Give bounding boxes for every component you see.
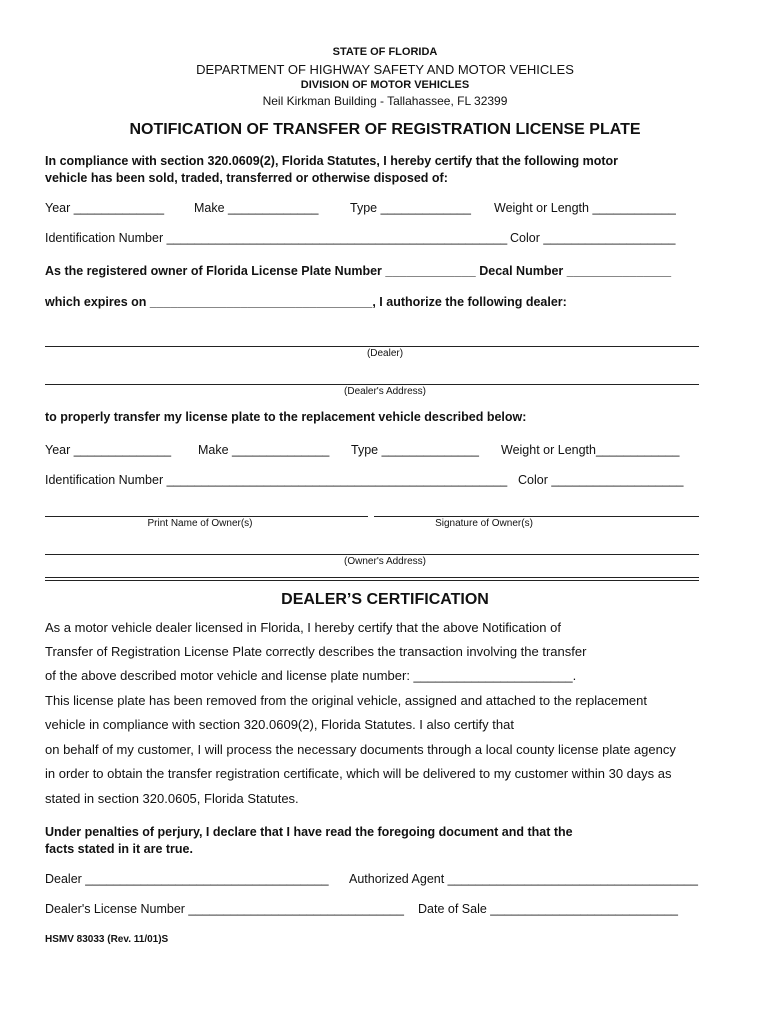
expires-field[interactable]: which expires on ________________________________, I authorize the following dealer: [45,295,567,309]
replacement-make-field[interactable]: Make ______________ [198,443,330,457]
signature-line[interactable] [374,516,699,517]
department-heading: DEPARTMENT OF HIGHWAY SAFETY AND MOTOR VEHICLES [196,62,574,77]
cert-line-8: stated in section 320.0605, Florida Statutes. [45,791,299,806]
sold-color-field[interactable]: Color ___________________ [510,231,676,245]
dealer-license-field[interactable]: Dealer's License Number _______________________________ [45,902,404,916]
sold-type-field[interactable]: Type _____________ [350,201,471,215]
dealer-address-caption: (Dealer's Address) [344,386,426,397]
cert-line-6: on behalf of my customer, I will process the necessary documents through a local county license plate agency [45,742,676,757]
sold-make-field[interactable]: Make _____________ [194,201,319,215]
dealer-cert-title: DEALER’S CERTIFICATION [281,591,489,608]
sold-weight-field[interactable]: Weight or Length ____________ [494,201,676,215]
replacement-weight-field[interactable]: Weight or Length____________ [501,443,680,457]
dealer-caption: (Dealer) [366,348,404,359]
date-of-sale-field[interactable]: Date of Sale ___________________________ [418,902,678,916]
form-number: HSMV 83033 (Rev. 11/01)S [45,934,169,945]
form-title: NOTIFICATION OF TRANSFER OF REGISTRATION LICENSE PLATE [129,121,641,138]
signature-caption: Signature of Owner(s) [435,518,533,529]
intro-line-1: In compliance with section 320.0609(2), Florida Statutes, I hereby certify that the following motor [45,154,619,168]
address-line: Neil Kirkman Building - Tallahassee, FL 32399 [262,94,508,108]
sold-year-field[interactable]: Year _____________ [45,201,165,215]
intro-line-2: vehicle has been sold, traded, transferred or otherwise disposed of: [45,171,448,185]
replacement-color-field[interactable]: Color ___________________ [518,473,684,487]
replacement-year-field[interactable]: Year ______________ [45,443,172,457]
cert-line-2: Transfer of Registration License Plate correctly describes the transaction involving the transfer [45,644,587,659]
sold-id-number-field[interactable]: Identification Number _________________________________________________ [45,231,508,245]
replacement-id-number-field[interactable]: Identification Number _________________________________________________ [45,473,508,487]
perjury-line-1: Under penalties of perjury, I declare that I have read the foregoing document and that the [45,825,573,839]
plate-number-field[interactable]: As the registered owner of Florida License Plate Number _____________ Decal Number _______________ [45,264,672,278]
dealer-field[interactable]: Dealer ___________________________________ [45,872,329,886]
division-heading: DIVISION OF MOTOR VEHICLES [300,79,470,91]
perjury-line-2: facts stated in it are true. [45,842,193,856]
cert-line-4: This license plate has been removed from the original vehicle, assigned and attached to the replacement [45,693,647,708]
state-heading: STATE OF FLORIDA [332,46,438,58]
print-name-caption: Print Name of Owner(s) [147,518,253,529]
section-divider-2 [45,580,699,581]
owner-address-line[interactable] [45,554,699,555]
owner-address-caption: (Owner's Address) [344,556,426,567]
print-name-line[interactable] [45,516,368,517]
replacement-intro: to properly transfer my license plate to the replacement vehicle described below: [45,410,527,424]
cert-line-7: in order to obtain the transfer registration certificate, which will be delivered to my customer within 30 days as [45,766,672,781]
cert-line-3: of the above described motor vehicle and license plate number: ______________________. [45,668,577,683]
section-divider [45,577,699,578]
replacement-type-field[interactable]: Type ______________ [351,443,479,457]
authorized-agent-field[interactable]: Authorized Agent ____________________________________ [349,872,698,886]
dealer-line[interactable] [45,346,699,347]
dealer-address-line[interactable] [45,384,699,385]
cert-line-5: vehicle in compliance with section 320.0609(2), Florida Statutes. I also certify that [45,717,514,732]
cert-line-1: As a motor vehicle dealer licensed in Florida, I hereby certify that the above Notification of [45,620,561,635]
